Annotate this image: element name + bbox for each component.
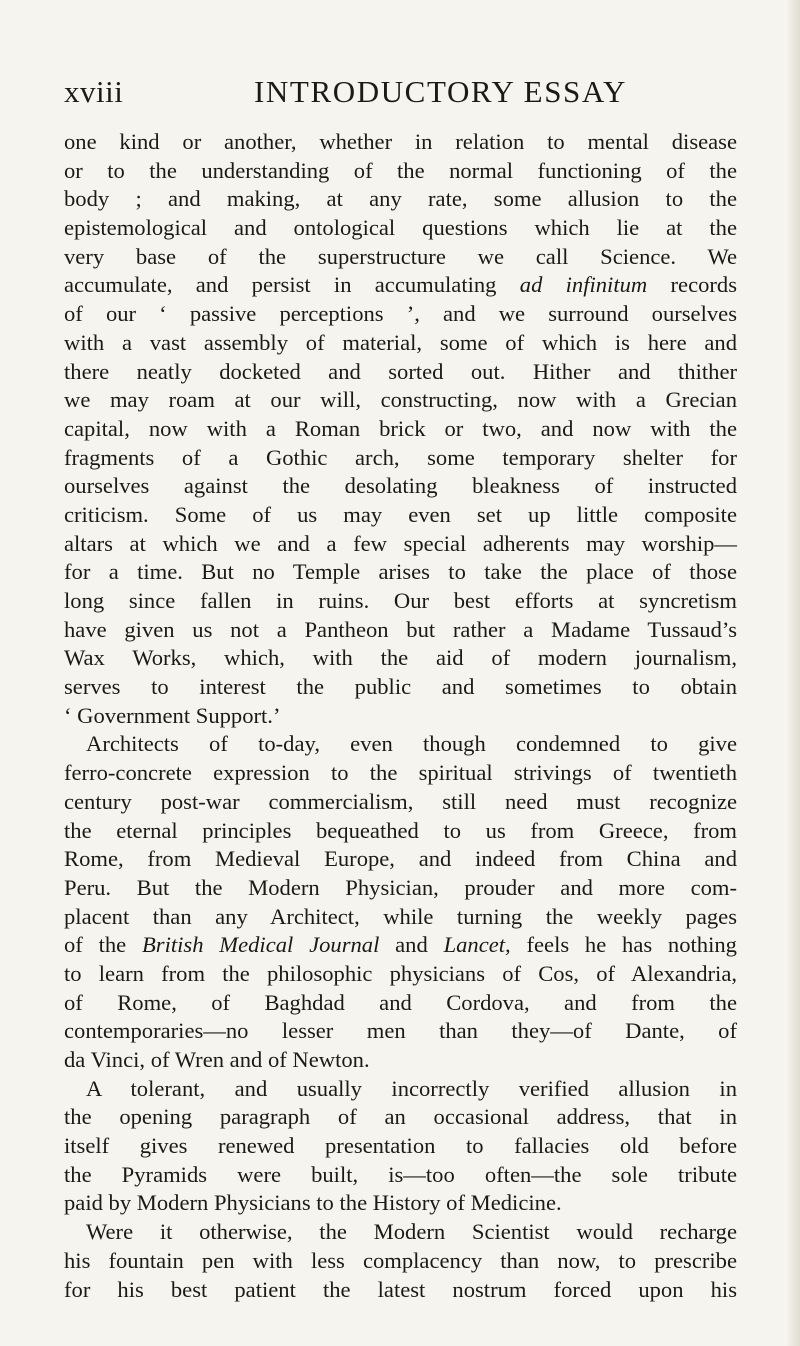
text-line: of Rome, of Baghdad and Cordova, and from the (64, 989, 737, 1015)
body-text (64, 128, 737, 1304)
text-line: serves to interest the public and sometimes to obtain (64, 674, 737, 700)
page-number: xviii (64, 74, 124, 109)
text-line: ‘ Government Support.’ (64, 702, 281, 728)
text-line: body ; and making, at any rate, some allusion to the (64, 186, 737, 212)
text-segment: accumulate, and persist in accumulating (64, 272, 497, 298)
text-line: altars at which we and a few special adherents may worship— (64, 530, 737, 556)
text-line: Rome, from Medieval Europe, and indeed from China and (64, 846, 737, 872)
text-segment: of the (64, 932, 127, 958)
text-line: the opening paragraph of an occasional address, that in (64, 1104, 737, 1130)
text-line: of our ‘ passive perceptions ’, and we surround ourselves (64, 301, 737, 327)
text-segment: feels he has nothing (526, 932, 737, 958)
page-edge-shadow (786, 0, 800, 1346)
text-line: there neatly docketed and sorted out. Hither and thither (64, 358, 737, 384)
text-line: capital, now with a Roman brick or two, and now with the (64, 415, 737, 441)
text-line: have given us not a Pantheon but rather a Madame Tussaud’s (64, 616, 737, 642)
text-line: epistemological and ontological questions which lie at the (64, 215, 737, 241)
text-line: one kind or another, whether in relation to mental disease (64, 129, 737, 154)
journal-title: British Medical Journal (141, 932, 380, 958)
text-segment: and (395, 932, 428, 958)
text-line: for a time. But no Temple arises to take the place of those (64, 559, 737, 585)
text-line: da Vinci, of Wren and of Newton. (64, 1047, 370, 1072)
text-line: his fountain pen with less complacency than now, to prescribe (64, 1247, 737, 1273)
text-line: with a vast assembly of material, some of which is here and (64, 329, 737, 355)
text-line: Were it otherwise, the Modern Scientist would recharge (86, 1219, 737, 1245)
text-line: contemporaries—no lesser men than they—of Dante, of (64, 1018, 737, 1044)
text-line: long since fallen in ruins. Our best efforts at syncretism (64, 588, 737, 613)
text-line: Peru. But the Modern Physician, prouder and more com- (64, 874, 737, 900)
text-line: fragments of a Gothic arch, some temporary shelter for (64, 444, 737, 470)
text-line: to learn from the philosophic physicians of Cos, of Alexandria, (64, 960, 737, 986)
text-line: A tolerant, and usually incorrectly verified allusion in (86, 1075, 737, 1101)
running-title: INTRODUCTORY ESSAY (254, 74, 628, 109)
journal-title: Lancet, (443, 932, 511, 958)
text-line: very base of the superstructure we call Science. We (64, 243, 737, 269)
text-line: ferro-concrete expression to the spiritual strivings of twentieth (64, 760, 737, 786)
text-line (64, 931, 737, 960)
text-line: we may roam at our will, constructing, now with a Grecian (64, 387, 737, 413)
text-line: Wax Works, which, with the aid of modern journalism, (64, 645, 737, 671)
text-line: criticism. Some of us may even set up little composite (64, 501, 737, 527)
text-line: century post-war commercialism, still need must recognize (64, 788, 737, 814)
text-segment: records (670, 272, 738, 298)
text-line: Architects of to-day, even though condemned to give (86, 731, 737, 757)
text-line: ourselves against the desolating bleakness of instructed (64, 473, 737, 499)
text-line: itself gives renewed presentation to fallacies old before (64, 1133, 737, 1159)
text-line: the Pyramids were built, is—too often—the sole tribute (64, 1161, 737, 1187)
text-line: placent than any Architect, while turning the weekly pages (64, 903, 737, 929)
italic-phrase: ad infinitum (519, 272, 648, 298)
text-line: for his best patient the latest nostrum forced upon his (64, 1276, 737, 1302)
text-line: the eternal principles bequeathed to us from Greece, from (64, 817, 737, 843)
text-line: paid by Modern Physicians to the History of Medicine. (64, 1190, 562, 1216)
text-line: or to the understanding of the normal functioning of the (64, 157, 737, 183)
running-head (64, 72, 736, 112)
text-line (64, 271, 737, 300)
